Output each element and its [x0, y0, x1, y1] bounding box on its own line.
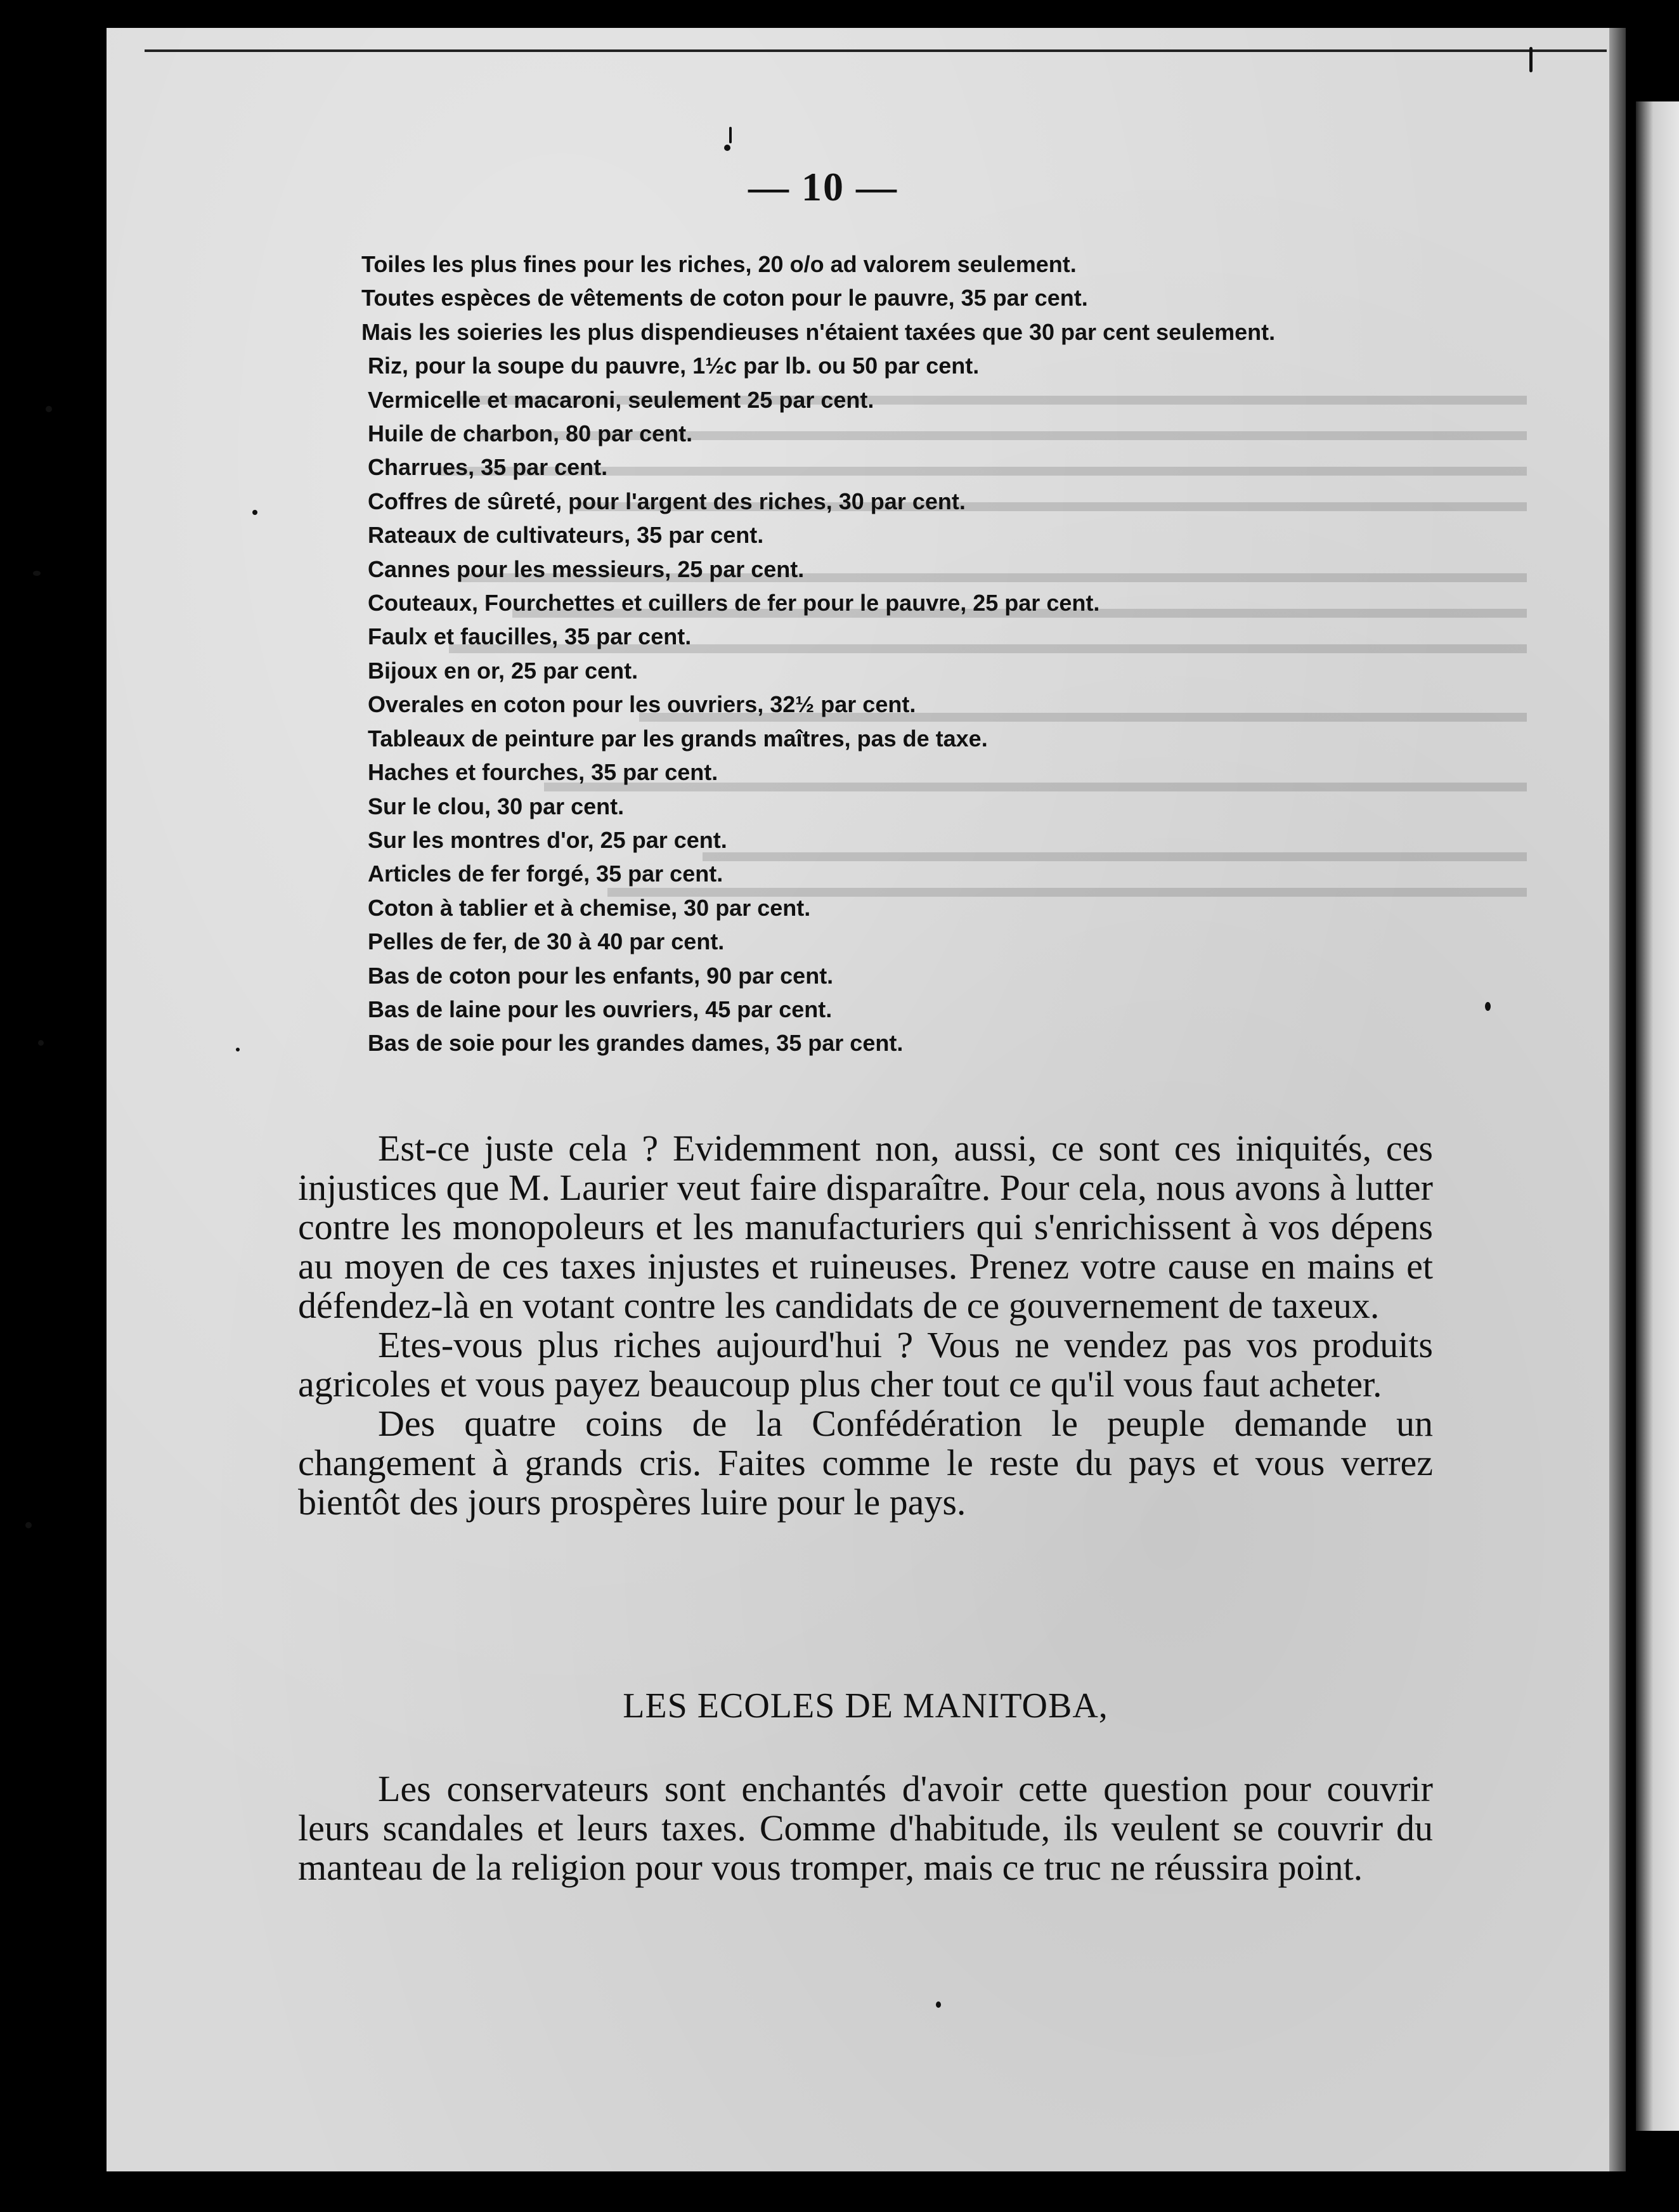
- tariff-item: Cannes pour les messieurs, 25 par cent.: [368, 556, 805, 582]
- tariff-item: Riz, pour la soupe du pauvre, 1½c par lb. ou 50 par cent.: [368, 353, 980, 379]
- scan-speck: [25, 1522, 32, 1528]
- tariff-item: Bas de laine pour les ouvriers, 45 par cent.: [368, 996, 833, 1022]
- tariff-item: Haches et fourches, 35 par cent.: [368, 759, 718, 786]
- tariff-item: Rateaux de cultivateurs, 35 par cent.: [368, 522, 764, 549]
- page-number: — 10 —: [748, 164, 898, 209]
- tariff-list: [273, 247, 1452, 1060]
- tariff-item: Faulx et faucilles, 35 par cent.: [368, 623, 692, 650]
- tariff-item: Bas de coton pour les enfants, 90 par cent.: [368, 962, 834, 989]
- scan-speck: [936, 2001, 941, 2008]
- section-heading: LES ECOLES DE MANITOBA,: [623, 1686, 1108, 1726]
- tariff-item: Charrues, 35 par cent.: [368, 454, 608, 481]
- scan-speck: [729, 127, 732, 143]
- paragraph: Les conservateurs sont enchantés d'avoir cette question pour couvrir leurs scandales et leurs taxes. Comme d'habitude, ils veulent se couvrir du manteau de la religion pour vous tromper, mais ce truc ne réussira point.: [298, 1768, 1433, 1888]
- scan-speck: [1529, 47, 1533, 72]
- scan-speck: [1485, 1002, 1491, 1011]
- tariff-item: Sur les montres d'or, 25 par cent.: [368, 826, 727, 853]
- tariff-item: Couteaux, Fourchettes et cuillers de fer pour le pauvre, 25 par cent.: [368, 590, 1100, 616]
- tariff-wrapped-line: Mais les soieries les plus dispendieuses n'étaient taxées que 30 par cent seulement.: [361, 318, 1276, 345]
- tariff-item: Coffres de sûreté, pour l'argent des riches, 30 par cent.: [368, 488, 966, 514]
- top-rule: [145, 49, 1607, 52]
- paragraph: Est-ce juste cela ? Evidemment non, aussi, ce sont ces iniquités, ces injustices que M. Laurier veut faire disparaître. Pour cela, nous avons à lutter contre les monopoleurs et les manufacturiers qui s'enrichissent à vos dépens au moyen de ces taxes injustes et ruineuses. Prenez votre cause en mains et défendez-là en votant contre les candidats de ce gouvernement de taxeux.: [298, 1128, 1433, 1326]
- tariff-intro-line: Toutes espèces de vêtements de coton pour le pauvre, 35 par cent.: [361, 285, 1088, 311]
- body-text: [298, 1129, 1433, 1522]
- scan-speck: [38, 1040, 44, 1046]
- tariff-item: Bas de soie pour les grandes dames, 35 par cent.: [368, 1030, 904, 1057]
- section-body: [298, 1769, 1433, 1887]
- tariff-item: Huile de charbon, 80 par cent.: [368, 420, 693, 447]
- paragraph: Des quatre coins de la Confédération le peuple demande un changement à grands cris. Faites comme le reste du pays et vous verrez bientôt des jours prospères luire pour le pays.: [298, 1403, 1433, 1523]
- tariff-item: Bijoux en or, 25 par cent.: [368, 657, 639, 684]
- scan-speck: [33, 571, 41, 576]
- tariff-item: Coton à tablier et à chemise, 30 par cent.: [368, 894, 811, 921]
- adjacent-page-edge: [1636, 101, 1679, 2131]
- paragraph: Etes-vous plus riches aujourd'hui ? Vous ne vendez pas vos produits agricoles et vous payez beaucoup plus cher tout ce qu'il vous faut acheter.: [298, 1324, 1433, 1405]
- tariff-item: Vermicelle et macaroni, seulement 25 par cent.: [368, 386, 874, 413]
- tariff-item: Sur le clou, 30 par cent.: [368, 793, 625, 819]
- scan-speck: [236, 1048, 240, 1051]
- scan-speck: [252, 510, 257, 515]
- tariff-item: Articles de fer forgé, 35 par cent.: [368, 861, 723, 887]
- tariff-item: Pelles de fer, de 30 à 40 par cent.: [368, 928, 725, 955]
- tariff-item: Overales en coton pour les ouvriers, 32½ par cent.: [368, 691, 916, 718]
- scan-speck: [46, 406, 52, 412]
- tariff-intro-line: Toiles les plus fines pour les riches, 20 o/o ad valorem seulement.: [361, 251, 1077, 277]
- scan-speck: [724, 145, 730, 151]
- tariff-item: Tableaux de peinture par les grands maîtres, pas de taxe.: [368, 725, 988, 751]
- page-edge-shadow: [1609, 28, 1626, 2171]
